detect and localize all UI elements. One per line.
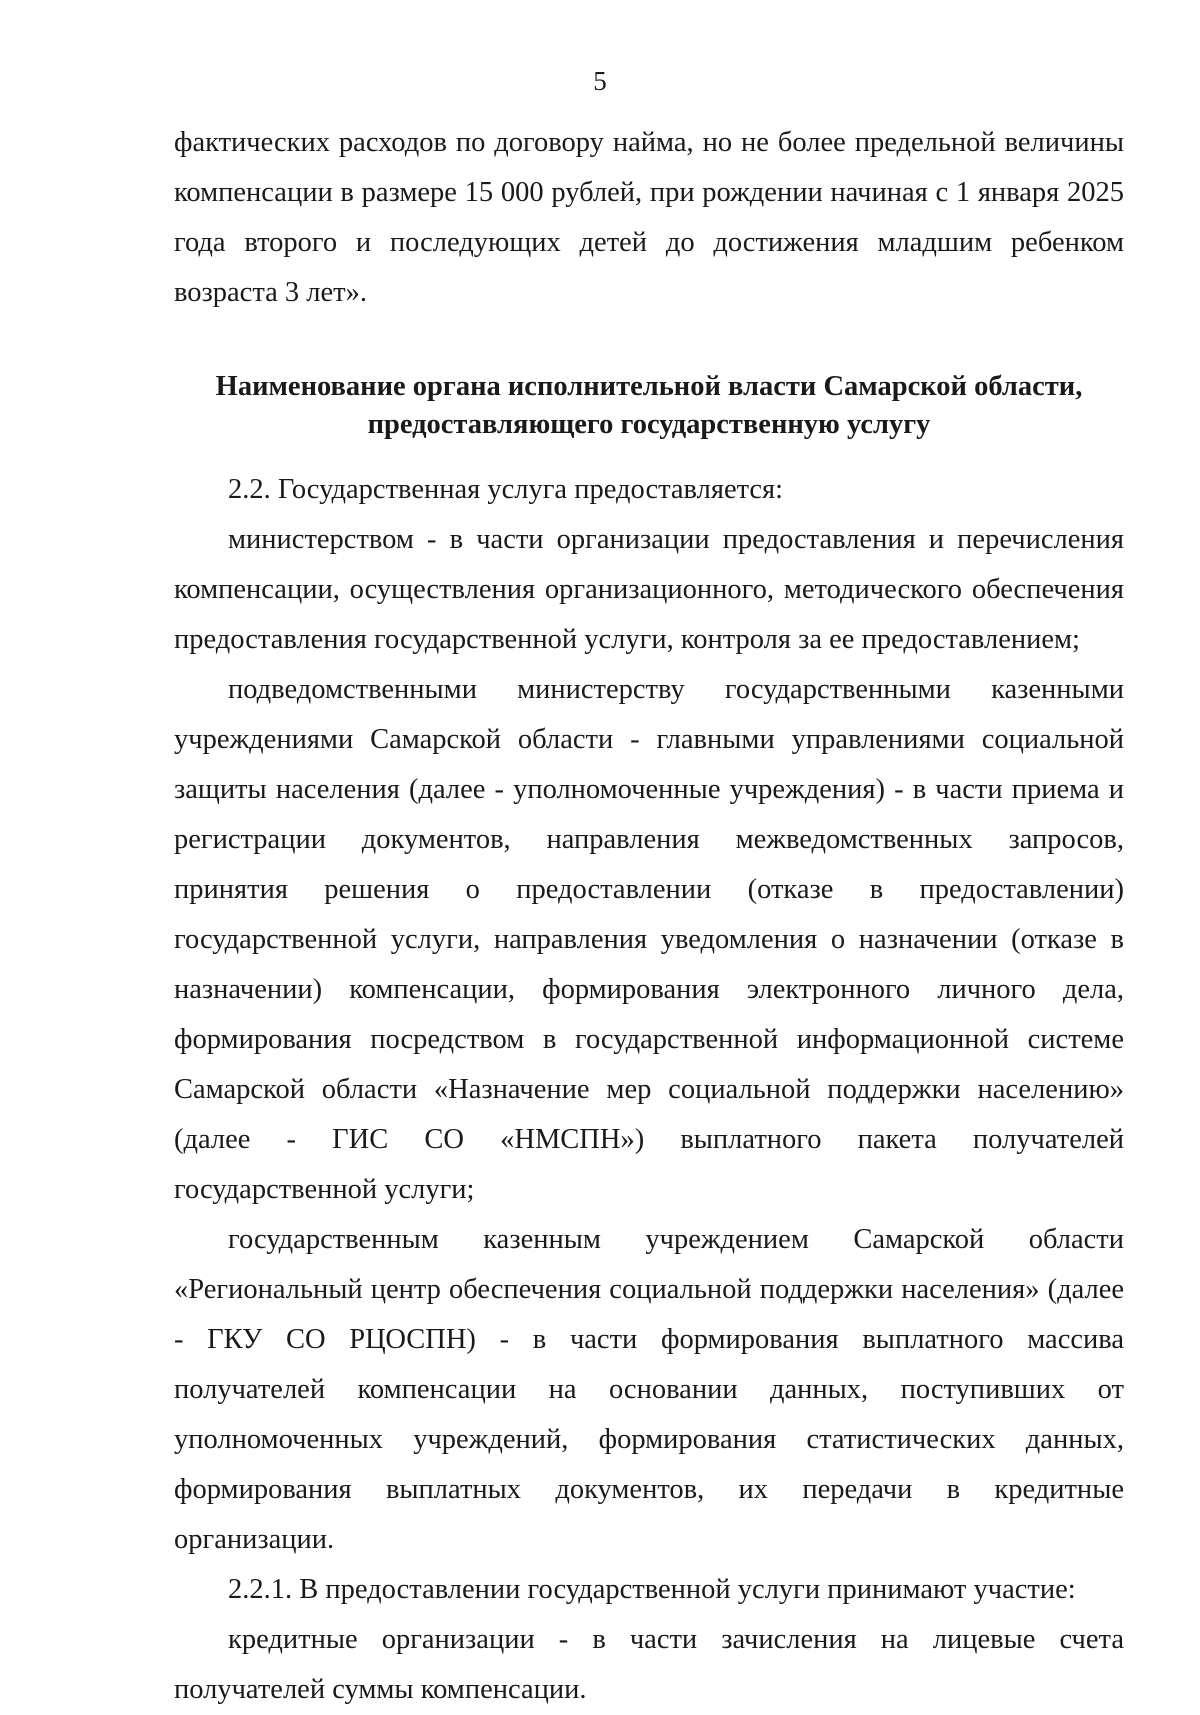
heading-line-1: Наименование органа исполнительной власти Самарской области, (215, 371, 1083, 402)
page-number: 5 (593, 66, 607, 96)
paragraph-continuation: фактических расходов по договору найма, но не более предельной величины компенсации в размере 15 000 рублей, при рождении начиная с 1 января 2025 года второго и последующих детей до достижения младшим ребенком возраста 3 лет». (174, 127, 1124, 308)
heading-line-2: предоставляющего государственную услугу (367, 409, 931, 440)
text-block-main (174, 465, 1124, 1715)
section-heading (174, 368, 1124, 444)
paragraph-2-2-1: 2.2.1. В предоставлении государственной услуги принимают участие: (228, 1574, 1076, 1605)
section-heading-text (174, 368, 1124, 444)
paragraph-subordinate-institutions: подведомственными министерству государственными казенными учреждениями Самарской области - главными управлениями социальной защиты населения (далее - уполномоченные учреждения) - в части приема и регистрации документов, направления межведомственных запросов, принятия решения о предоставлении (отказе в предоставлении) государственной услуги, направления уведомления о назначении (отказе в назначении) компенсации, формирования электронного личного дела, формирования посредством в государственной информационной системе Самарской области «Назначение мер социальной поддержки населению» (далее - ГИС СО «НМСПН») выплатного пакета получателей государственной услуги; (174, 674, 1124, 1205)
paragraph-regional-center: государственным казенным учреждением Самарской области «Региональный центр обеспечения социальной поддержки населения» (далее - ГКУ СО РЦОСПН) - в части формирования выплатного массива получателей компенсации на основании данных, поступивших от уполномоченных учреждений, формирования статистических данных, формирования выплатных документов, их передачи в кредитные организации. (174, 1224, 1124, 1555)
text-block-continuation (174, 118, 1124, 318)
paragraph-ministry: министерством - в части организации предоставления и перечисления компенсации, осуществления организационного, методического обеспечения предоставления государственной услуги, контроля за ее предоставлением; (174, 524, 1124, 655)
paragraph-2-2: 2.2. Государственная услуга предоставляется: (228, 474, 784, 505)
paragraph-credit-organizations: кредитные организации - в части зачисления на лицевые счета получателей суммы компенсации. (174, 1624, 1124, 1705)
